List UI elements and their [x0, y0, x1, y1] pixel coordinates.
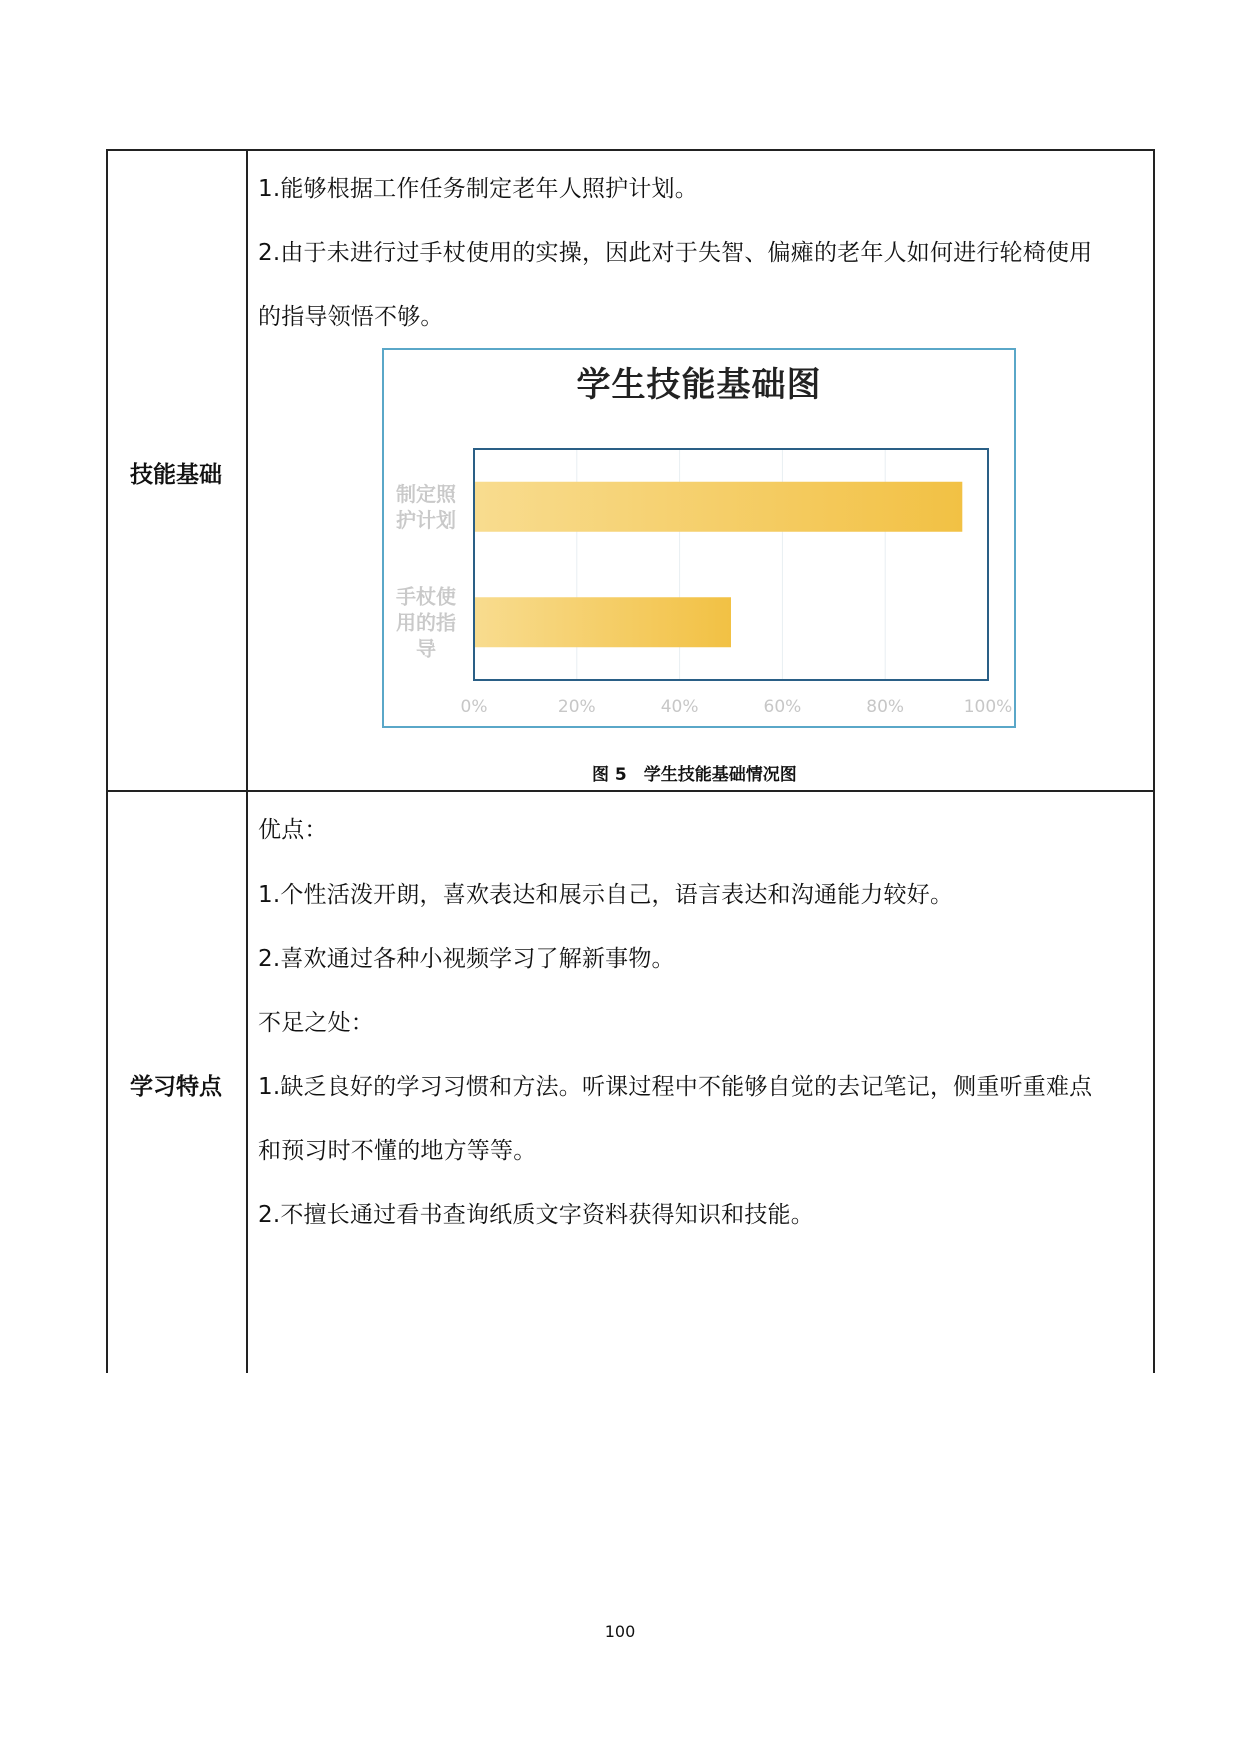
learning-line-1: 优点： [258, 817, 328, 843]
skill-line-1: 1.能够根据工作任务制定老年人照护计划。 [258, 176, 698, 202]
learning-line-5: 1.缺乏良好的学习习惯和方法。听课过程中不能够自觉的去记笔记，侧重听重难点 [258, 1074, 1093, 1100]
category-label: 用的指 [396, 610, 456, 635]
x-tick-label: 20% [557, 697, 596, 717]
table-left-border [106, 149, 108, 1373]
learning-line-3: 2.喜欢通过各种小视频学习了解新事物。 [258, 946, 675, 972]
bar-2 [474, 597, 731, 647]
x-tick-label: 100% [963, 697, 1013, 717]
category-label: 护计划 [396, 507, 456, 532]
row-divider [106, 790, 1155, 792]
skill-line-3: 的指导领悟不够。 [258, 304, 444, 330]
table-right-border [1153, 149, 1155, 1373]
learning-line-4: 不足之处： [258, 1010, 374, 1036]
row-label-learning-traits: 学习特点 [130, 1074, 222, 1100]
skill-bar-chart [382, 348, 1016, 728]
category-label: 制定照 [396, 481, 456, 506]
category-label: 导 [416, 636, 436, 661]
table-top-border [106, 149, 1155, 151]
x-tick-label: 0% [460, 697, 488, 717]
learning-line-6: 和预习时不懂的地方等等。 [258, 1138, 537, 1164]
x-tick-label: 40% [660, 697, 699, 717]
category-label: 手杖使 [396, 584, 456, 609]
figure-caption: 图 5 学生技能基础情况图 [592, 765, 797, 785]
chart-title: 学生技能基础图 [576, 365, 822, 405]
row-label-skill-basis: 技能基础 [130, 462, 222, 488]
x-tick-label: 80% [866, 697, 905, 717]
learning-line-2: 1.个性活泼开朗，喜欢表达和展示自己，语言表达和沟通能力较好。 [258, 882, 954, 908]
page-number: 100 [604, 1622, 636, 1641]
x-tick-label: 60% [763, 697, 802, 717]
bar-1 [474, 482, 962, 532]
skill-line-2: 2.由于未进行过手杖使用的实操，因此对于失智、偏瘫的老年人如何进行轮椅使用 [258, 240, 1093, 266]
learning-line-7: 2.不擅长通过看书查询纸质文字资料获得知识和技能。 [258, 1202, 814, 1228]
column-divider [246, 149, 248, 1373]
